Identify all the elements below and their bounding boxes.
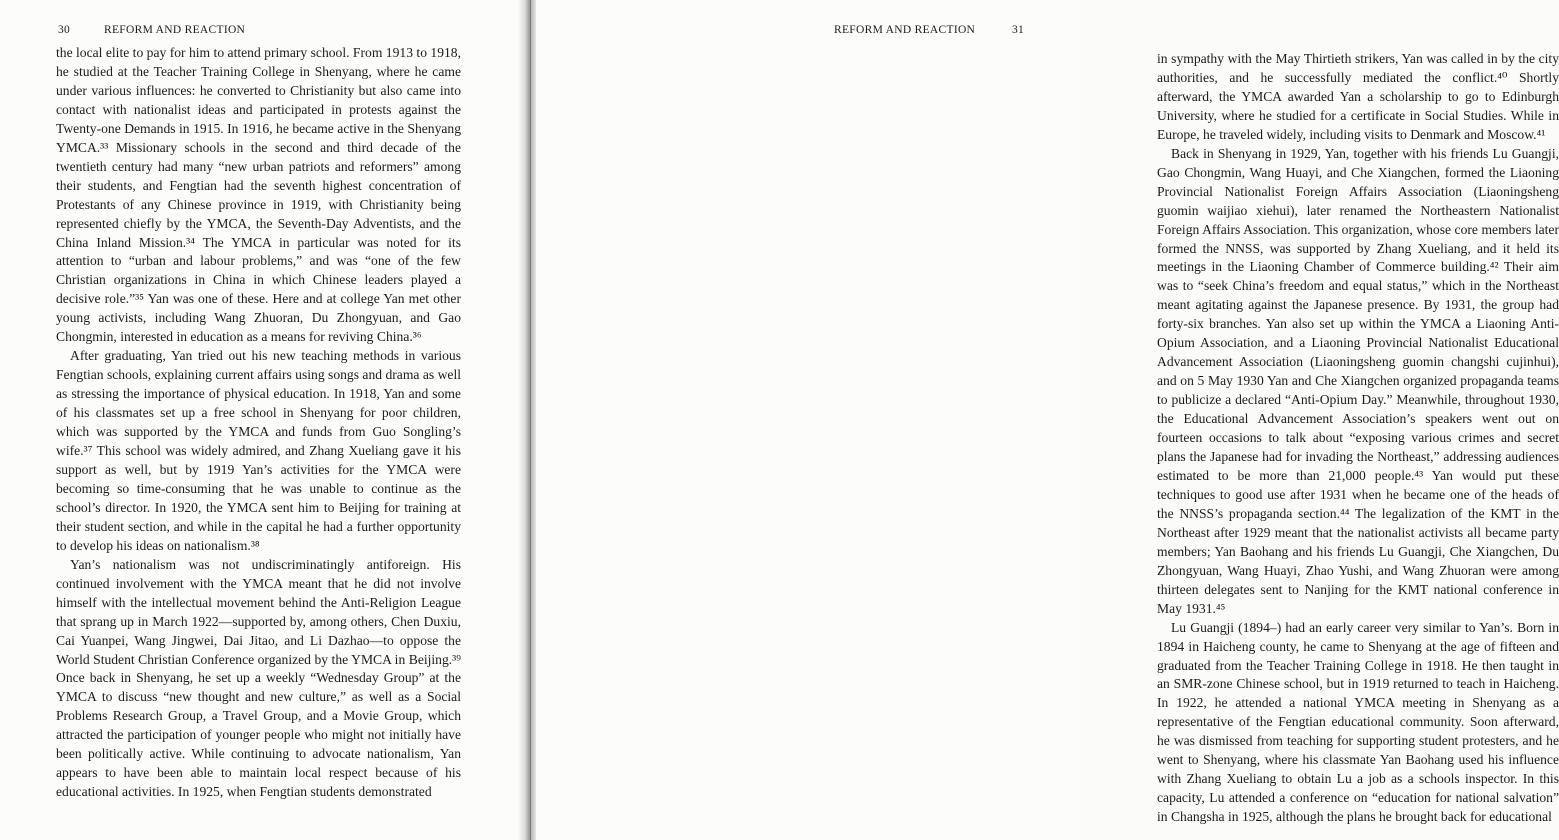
right-page-body — [1157, 50, 1559, 827]
running-head: REFORM AND REACTION — [104, 24, 246, 36]
running-head: REFORM AND REACTION — [834, 24, 976, 36]
right-page — [536, 0, 1559, 840]
paragraph: Yan’s nationalism was not undiscriminatingly antiforeign. His continued involvement with the YMCA meant that he did not involve himself with the intellectual movement behind the Anti-Religion League that sprang up in March 1922—supported by, among others, Chen Duxiu, Cai Yuanpei, Wang Jingwei, Dai Jitao, and Li Dazhao—to oppose the World Student Christian Conference organized by the YMCA in Beijing.³⁹ Once back in Shenyang, he set up a weekly “Wednesday Group” at the YMCA to discuss “new thought and new culture,” as well as a Social Problems Research Group, a Travel Group, and a Movie Group, which attracted the participation of younger people who might not initially have been politically active. While continuing to advocate nationalism, Yan appears to have been able to maintain local respect because of his educational activities. In 1925, when Fengtian students demonstrated — [56, 556, 461, 800]
paragraph: After graduating, Yan tried out his new teaching methods in various Fengtian schools, explaining current affairs using songs and drama as well as stressing the importance of physical education. In 1918, Yan and some of his classmates set up a free school in Shenyang for poor children, which was supported by the YMCA and funds from Guo Songling’s wife.³⁷ This school was widely admired, and Zhang Xueliang gave it his support as well, but by 1919 Yan’s activities for the YMCA were becoming so time-consuming that he was unable to continue as the school’s director. In 1920, the YMCA sent him to Beijing for training at their student section, and while in the capital he had a further opportunity to develop his ideas on nationalism.³⁸ — [56, 348, 461, 553]
page-number: 30 — [58, 24, 71, 36]
paragraph: Back in Shenyang in 1929, Yan, together with his friends Lu Guangji, Gao Chongmin, Wang Huayi, and Che Xiangchen, formed the Liaoning Provincial Nationalist Foreign Affairs Association (Liaoningsheng guomin waijiao xiehui), later renamed the Northeastern Nationalist Foreign Affairs Association. This organization, whose core members later formed the NNSS, was supported by Zhang Xueliang, and it held its meetings in the Liaoning Chamber of Commerce building.⁴² Their aim was to “seek China’s freedom and equal status,” which in the Northeast meant agitating against the Japanese presence. By 1931, the group had forty-six branches. Yan also set up within the YMCA a Liaoning Anti-Opium Association, and a Liaoning Provincial Nationalist Educational Advancement Association (Liaoningsheng guomin changshi cujinhui), and on 5 May 1930 Yan and Che Xiangchen organized propaganda teams to publicize a declared “Anti-Opium Day.” Meanwhile, throughout 1930, the Educational Advancement Association’s speakers went out on fourteen occasions to talk about “exposing various crimes and secret plans the Japanese had for invading the Northeast,” addressing audiences estimated to be more than 21,000 people.⁴³ Yan would put these techniques to good use after 1931 when he became one of the heads of the NNSS’s propaganda section.⁴⁴ The legalization of the KMT in the Northeast after 1929 meant that the nationalist activists all became party members; Yan Baohang and his friends Lu Guangji, Che Xiangchen, Du Zhongyuan, Wang Huayi, Zhao Yushi, and Wang Zhuoran were among thirteen delegates sent to Nanjing for the KMT national conference in May 1931.⁴⁵ — [1157, 145, 1559, 616]
paragraph: Lu Guangji (1894–) had an early career very similar to Yan’s. Born in 1894 in Haicheng county, he came to Shenyang at the age of fifteen and graduated from the Teacher Training College in 1918. He then taught in an SMR-zone Chinese school, but in 1919 returned to teach in Haicheng. In 1922, he attended a national YMCA meeting in Shenyang as a representative of the Fengtian educational community. Soon afterward, he was dismissed from teaching for supporting student protesters, and he went to Shenyang, where his classmate Yan Baohang used his influence with Zhang Xueliang to obtain Lu a job as a schools inspector. In this capacity, Lu attended a conference on “education for national salvation” in Changsha in 1925, although the plans he brought back for educational — [1157, 619, 1559, 825]
left-page — [0, 0, 528, 840]
book-spine-line — [530, 0, 531, 840]
left-page-body — [56, 44, 461, 802]
page-number: 31 — [1012, 24, 1025, 36]
paragraph: in sympathy with the May Thirtieth strikers, Yan was called in by the city authorities, and he successfully mediated the conflict.⁴⁰ Shortly afterward, the YMCA awarded Yan a scholarship to go to Edinburgh University, where he studied for a certificate in Social Studies. While in Europe, he traveled widely, including visits to Denmark and Moscow.⁴¹ — [1157, 51, 1559, 142]
paragraph: the local elite to pay for him to attend primary school. From 1913 to 1918, he studied at the Teacher Training College in Shenyang, where he came under various influences: he converted to Christianity but also came into contact with nationalist ideas and participated in protests against the Twenty-one Demands in 1915. In 1916, he became active in the Shenyang YMCA.³³ Missionary schools in the second and third decade of the twentieth century had many “new urban patriots and reformers” among their students, and Fengtian had the seventh highest concentration of Protestants of any Chinese province in 1919, with Christianity being represented chiefly by the YMCA, the Seventh-Day Adventists, and the China Inland Mission.³⁴ The YMCA in particular was noted for its attention to “urban and labour problems,” and was “one of the few Christian organizations in China in which Chinese leaders played a decisive role.”³⁵ Yan was one of these. Here and at college Yan met other young activists, including Wang Zhuoran, Du Zhongyuan, and Gao Chongmin, interested in education as a means for reviving China.³⁶ — [56, 45, 461, 345]
